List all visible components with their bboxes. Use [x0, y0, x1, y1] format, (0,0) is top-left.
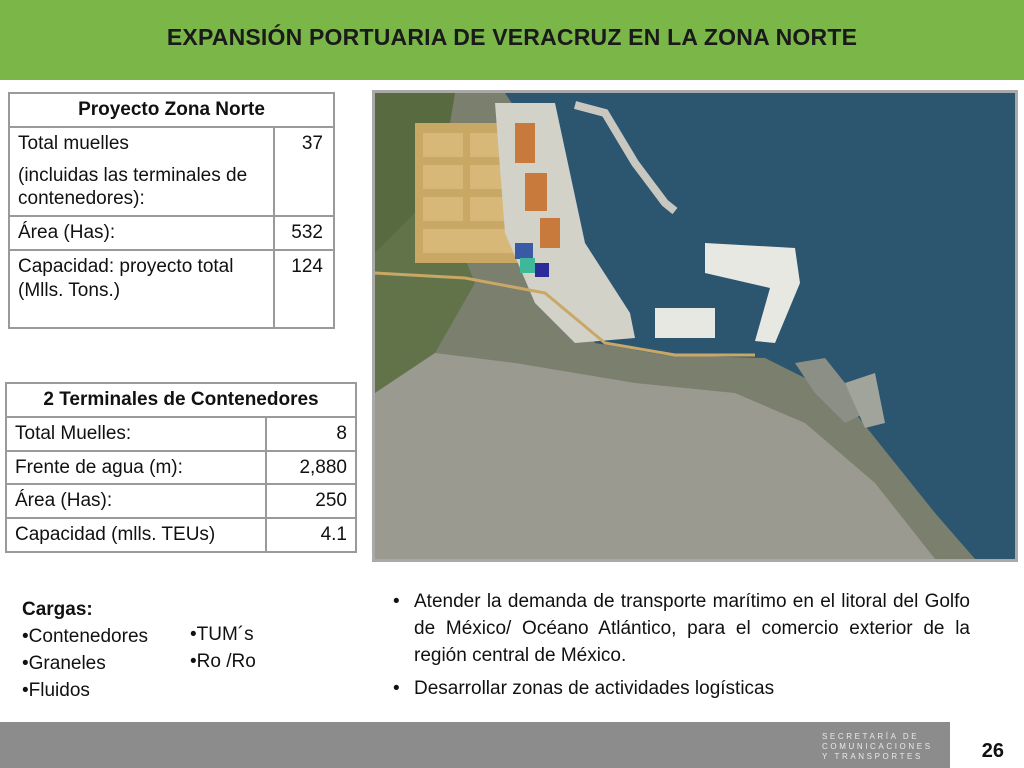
cargas-list [22, 596, 148, 704]
page-number: 26 [981, 740, 1004, 762]
page-title: EXPANSIÓN PORTUARIA DE VERACRUZ EN LA ZONA NORTE [166, 24, 858, 50]
row-value: 4.1 [266, 518, 356, 552]
cargas-title: Cargas: [22, 599, 93, 620]
total-muelles-label: Total muelles [18, 132, 129, 154]
table-terminales-contenedores [5, 382, 357, 553]
capacidad-label: Capacidad: proyecto total (Mlls. Tons.) [9, 250, 274, 328]
table-row [6, 417, 356, 451]
row-value: 8 [266, 417, 356, 451]
table-header: 2 Terminales de Contenedores [6, 383, 356, 417]
cargas-list-secondary [190, 621, 256, 675]
port-satellite-image [372, 90, 1018, 562]
table-row [6, 484, 356, 518]
table-cell-label [9, 127, 274, 216]
table-row [6, 451, 356, 485]
row-label: Total Muelles: [6, 417, 266, 451]
note-label: (incluidas las terminales de contenedores): [18, 164, 248, 210]
row-label: Área (Has): [6, 484, 266, 518]
footer-bar [0, 722, 1024, 768]
list-item: •Contenedores [22, 626, 149, 647]
total-muelles-value: 37 [274, 127, 334, 216]
page-number-box [950, 722, 1024, 768]
sct-logo [822, 732, 933, 762]
list-item: •Ro /Ro [190, 651, 256, 672]
row-value: 2,880 [266, 451, 356, 485]
logo-line: Y TRANSPORTES [822, 752, 923, 761]
table-header: Proyecto Zona Norte [9, 93, 334, 127]
capacidad-value: 124 [274, 250, 334, 328]
row-label: Frente de agua (m): [6, 451, 266, 485]
list-item: •Fluidos [22, 680, 90, 701]
row-label: Capacidad (mlls. TEUs) [6, 518, 266, 552]
header-bar [0, 0, 1024, 80]
objectives-list [393, 588, 970, 708]
area-label: Área (Has): [9, 216, 274, 250]
table-proyecto-zona-norte [8, 92, 335, 329]
port-map-illustration [375, 93, 1015, 559]
logo-line: COMUNICACIONES [822, 742, 933, 751]
list-item: •TUM´s [190, 624, 254, 645]
table-row [6, 518, 356, 552]
logo-line: SECRETARÍA DE [822, 732, 920, 741]
area-value: 532 [274, 216, 334, 250]
row-value: 250 [266, 484, 356, 518]
list-item: • Atender la demanda de transporte marítimo en el litoral del Golfo de México/ Océano Atlántico, para el comercio exterior de la región central de México. [393, 588, 970, 669]
list-item: • Desarrollar zonas de actividades logísticas [393, 675, 970, 702]
list-item: •Graneles [22, 653, 106, 674]
